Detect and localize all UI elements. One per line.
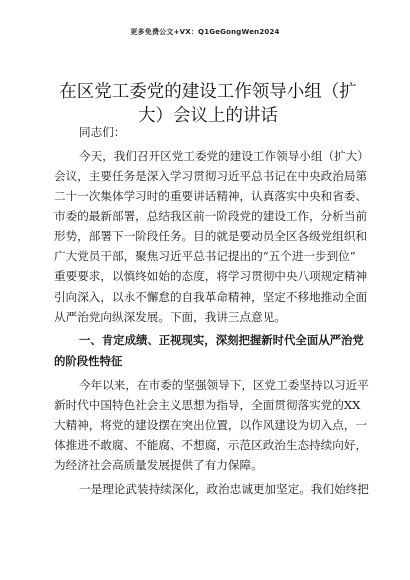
paragraph-line: 新时代中国特色社会主义思想为指导，全面贯彻落实党的XX bbox=[54, 398, 361, 412]
header-note: 更多免费公文+VX：Q1GeGongWen2024 bbox=[130, 28, 280, 36]
paragraph-line: 形势，部署下一阶段任务。目的就是要动员全区各级党组织和 bbox=[54, 229, 368, 243]
paragraph-line: 为经济社会高质量发展提供了有力保障。 bbox=[54, 458, 263, 472]
paragraph-line: 市委的最新部署，总结我区前一阶段党的建设工作，分析当前 bbox=[54, 209, 368, 223]
paragraph-line: 从严治党向纵深发展。下面，我讲三点意见。 bbox=[54, 310, 286, 324]
document-title: 在区党工委党的建设工作领导小组（扩大）会议上的讲话 bbox=[59, 82, 357, 126]
paragraph-line: 重要要求，以慎终如始的态度，将学习贯彻中央八项规定精神 bbox=[54, 269, 368, 283]
paragraph-line: 二十一次集体学习时的重要讲话精神，认真落实中央和省委、 bbox=[54, 189, 368, 203]
paragraph-line: 今年以来，在市委的坚强领导下，区党工委坚持以习近平 bbox=[79, 378, 369, 392]
paragraph-line: 引向深入，以永不懈怠的自我革命精神，坚定不移地推动全面 bbox=[54, 290, 368, 304]
paragraph-line: 会议，主要任务是深入学习贯彻习近平总书记在中央政治局第 bbox=[54, 169, 368, 183]
paragraph-line: 大精神，将党的建设摆在突出位置，以作风建设为切入点，一 bbox=[54, 418, 368, 432]
paragraph-line: 今天，我们召开区党工委党的建设工作领导小组（扩大） bbox=[79, 149, 369, 163]
section-heading-continued: 的阶段性特征 bbox=[54, 354, 123, 368]
paragraph-line: 一是理论武装持续深化，政治忠诚更加坚定。我们始终把 bbox=[79, 482, 369, 496]
paragraph-line: 体推进不敢腐、不能腐、不想腐，示范区政治生态持续向好， bbox=[54, 438, 368, 452]
salutation: 同志们： bbox=[79, 125, 126, 139]
paragraph-line: 广大党员干部，聚焦习近平总书记提出的“五个进一步到位” bbox=[54, 249, 356, 263]
section-heading: 一、肯定成绩、正视现实，深刻把握新时代全面从严治党 bbox=[79, 333, 364, 347]
